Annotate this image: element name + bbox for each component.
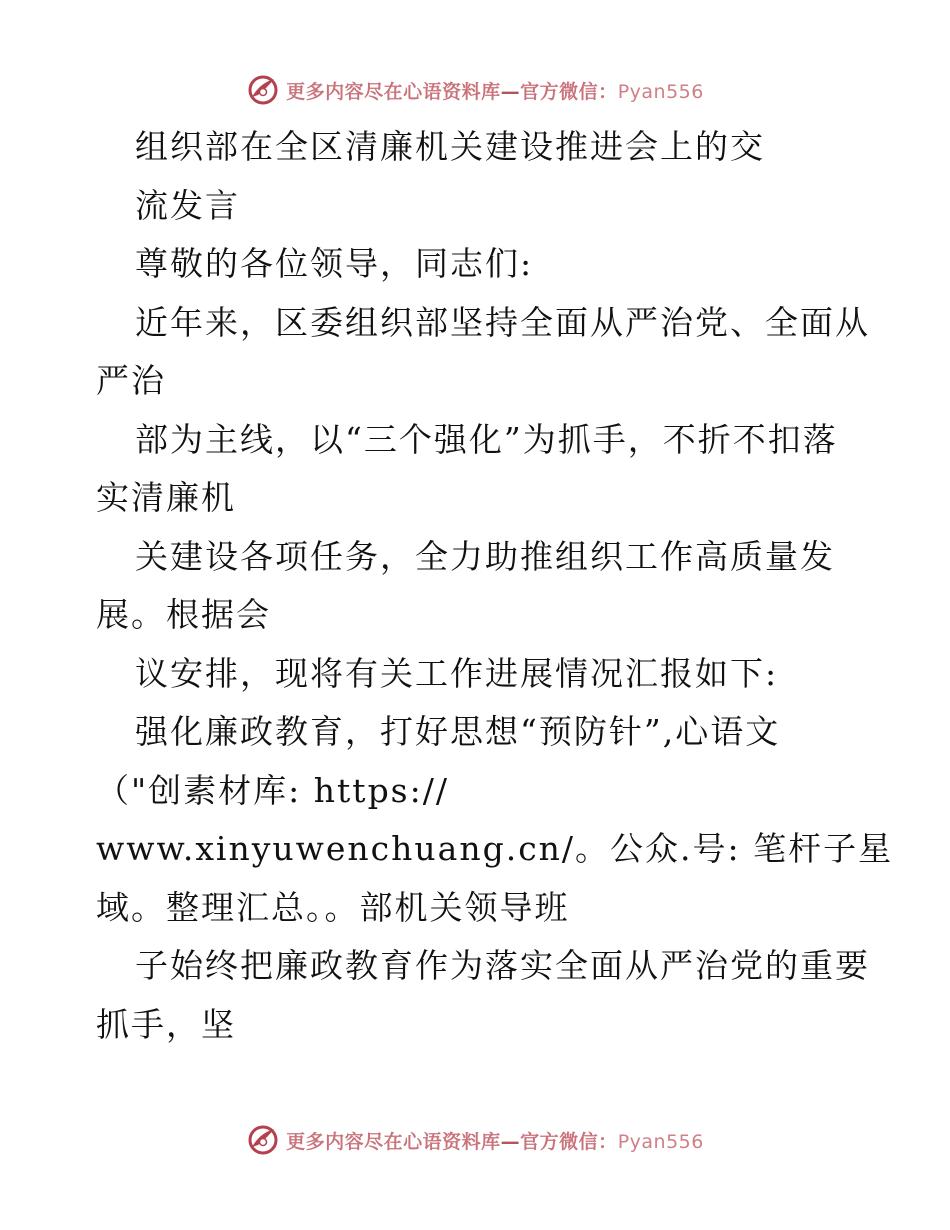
paragraph-line: www.xinyuwenchuang.cn/。公众.号: 笔杆子星 bbox=[96, 829, 894, 868]
watermark-text: 更多内容尽在心语资料库—官方微信：Pyan556 bbox=[286, 80, 704, 103]
pen-logo-icon bbox=[246, 1123, 280, 1157]
paragraph-line: 严治 bbox=[96, 361, 166, 400]
paragraph-line: 部为主线，以“三个强化”为抓手，不折不扣落 bbox=[135, 419, 838, 459]
paragraph-line: 实清廉机 bbox=[96, 478, 236, 517]
document-title-line-1: 组织部在全区清廉机关建设推进会上的交 bbox=[135, 127, 765, 166]
paragraph-line: 关建设各项任务，全力助推组织工作高质量发 bbox=[135, 536, 835, 576]
footer-watermark bbox=[0, 1120, 950, 1160]
pen-logo-icon bbox=[246, 73, 280, 107]
salutation: 尊敬的各位领导，同志们: bbox=[135, 244, 534, 283]
paragraph-line: 展。根据会 bbox=[96, 595, 271, 634]
document-body bbox=[0, 118, 950, 1054]
header-watermark bbox=[0, 70, 950, 110]
paragraph-line: 强化廉政教育，打好思想“预防针”,心语文 bbox=[135, 712, 781, 751]
paragraph-line: 近年来，区委组织部坚持全面从严治党、全面从 bbox=[135, 302, 870, 342]
paragraph-line: （"创素材库: https:// bbox=[96, 770, 449, 810]
paragraph-line: 域。整理汇总。。部机关领导班 bbox=[96, 887, 570, 927]
document-title-line-2: 流发言 bbox=[135, 185, 240, 225]
paragraph-line: 议安排，现将有关工作进展情况汇报如下: bbox=[135, 653, 779, 693]
paragraph-line: 抓手，坚 bbox=[96, 1004, 236, 1044]
watermark-text: 更多内容尽在心语资料库—官方微信：Pyan556 bbox=[286, 1130, 704, 1153]
paragraph-line: 子始终把廉政教育作为落实全面从严治党的重要 bbox=[135, 946, 870, 985]
